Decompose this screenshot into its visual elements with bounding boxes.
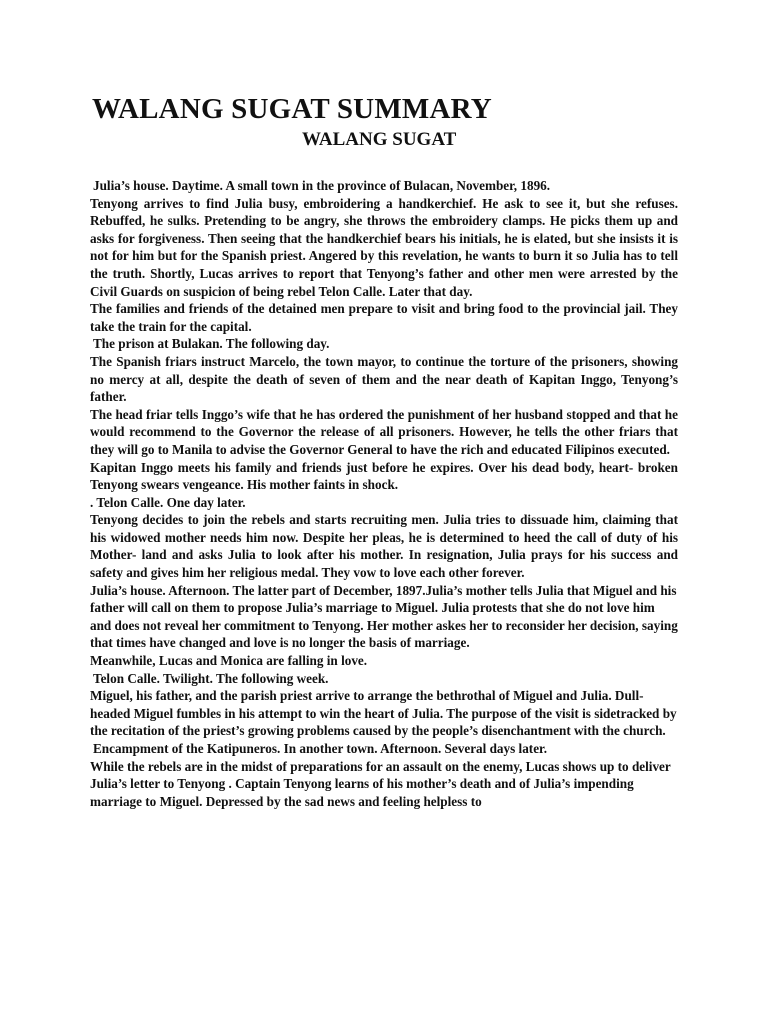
- body-paragraph: While the rebels are in the midst of preparations for an assault on the enemy, Lucas shows up to deliver Julia’s letter to Tenyong . Captain Tenyong learns of his mother’s death and of Julia’s impending marriage to Miguel. Depressed by the sad news and feeling helpless to: [90, 758, 671, 809]
- body-paragraph: Tenyong decides to join the rebels and starts recruiting men. Julia tries to dissuade him, claiming that his widowed mother needs him now. Despite her pleas, he is determined to heed the call of duty of his Mother- land and asks Julia to look after his mother. In resignation, Julia prays for his success and safety and gives him her religious medal. They vow to love each other forever.: [90, 512, 678, 581]
- body-paragraph: Miguel, his father, and the parish priest arrive to arrange the bethrothal of Miguel and Julia. Dull- headed Miguel fumbles in his attempt to win the heart of Julia. The purpose of the visit is sidetracked by the recitation of the priest’s growing problems caused by the people’s disenchantment with the church.: [90, 688, 677, 739]
- scene-heading-paragraph: . Telon Calle. One day later.: [90, 494, 246, 510]
- body-paragraph: Kapitan Inggo meets his family and friends just before he expires. Over his dead body, heart- broken Tenyong swears vengeance. His mother faints in shock.: [90, 459, 678, 493]
- document-body: [90, 177, 678, 810]
- scene-heading-paragraph: Julia’s house. Daytime. A small town in the province of Bulacan, November, 1896.: [93, 178, 551, 193]
- scene-heading-paragraph: Telon Calle. Twilight. The following week.: [93, 670, 329, 686]
- body-paragraph: Julia’s house. Afternoon. The latter part of December, 1897.Julia’s mother tells Julia that Miguel and his father will call on them to propose Julia’s marriage to Miguel. Julia protests that she do not love him and does not reveal her commitment to Tenyong. Her mother askes her to reconsider her decision, saying that times have changed and love is no longer the basis of marriage.: [90, 582, 678, 651]
- document-title: WALANG SUGAT SUMMARY: [92, 93, 492, 125]
- scene-heading-paragraph: Encampment of the Katipuneros. In another town. Afternoon. Several days later.: [93, 741, 547, 756]
- document-subtitle: WALANG SUGAT: [302, 129, 457, 150]
- scene-heading-paragraph: The prison at Bulakan. The following day.: [93, 336, 330, 352]
- body-paragraph: Meanwhile, Lucas and Monica are falling in love.: [90, 653, 368, 669]
- body-paragraph: The head friar tells Inggo’s wife that he has ordered the punishment of her husband stopped and that he would recommend to the Governor the release of all prisoners. However, he tells the other friars that they will go to Manila to advise the Governor General to have the rich and educated Filipinos executed.: [90, 406, 678, 457]
- body-paragraph: The families and friends of the detained men prepare to visit and bring food to the provincial jail. They take the train for the capital.: [90, 301, 678, 334]
- body-paragraph: Tenyong arrives to find Julia busy, embroidering a handkerchief. He ask to see it, but she refuses. Rebuffed, he sulks. Pretending to be angry, she throws the embroidery clamps. He picks them up and asks for forgiveness. Then seeing that the handkerchief bears his initials, he is elated, but she insists it is not for him but for the Spanish priest. Angered by this revelation, he wants to burn it so Julia has to tell the truth. Shortly, Lucas arrives to report that Tenyong’s father and other men were arrested by the Civil Guards on suspicion of being rebel Telon Calle. Later that day.: [90, 195, 678, 299]
- body-paragraph: The Spanish friars instruct Marcelo, the town mayor, to continue the torture of the prisoners, showing no mercy at all, despite the death of seven of them and the near death of Kapitan Inggo, Tenyong’s father.: [90, 353, 678, 405]
